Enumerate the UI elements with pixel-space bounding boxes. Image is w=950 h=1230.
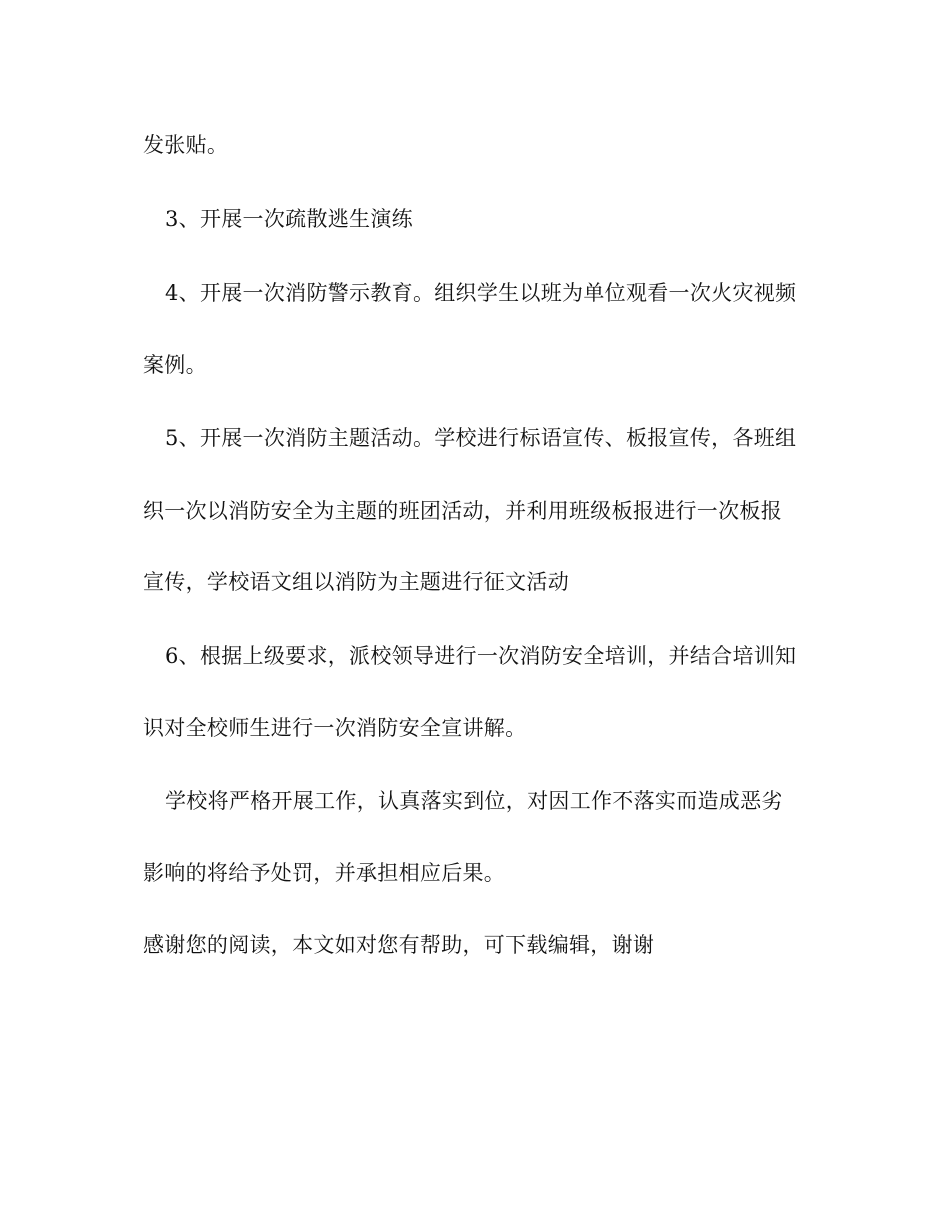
footer-note: 感谢您的阅读，本文如对您有帮助，可下载编辑，谢谢: [143, 933, 655, 957]
paragraph-line: 发张贴。: [143, 133, 229, 157]
list-item-6: 6、根据上级要求，派校领导进行一次消防安全培训，并结合培训知: [165, 644, 797, 668]
list-item-4: 4、开展一次消防警示教育。组织学生以班为单位观看一次火灾视频: [165, 281, 797, 305]
list-item-3: 3、开展一次疏散逃生演练: [165, 207, 413, 231]
list-item-5: 5、开展一次消防主题活动。学校进行标语宣传、板报宣传，各班组: [165, 426, 797, 450]
closing-paragraph: 学校将严格开展工作，认真落实到位，对因工作不落实而造成恶劣: [165, 789, 783, 813]
paragraph-line: 案例。: [143, 353, 207, 377]
paragraph-line: 宣传，学校语文组以消防为主题进行征文活动: [143, 570, 569, 594]
paragraph-line: 织一次以消防安全为主题的班团活动，并利用班级板报进行一次板报: [143, 499, 782, 523]
paragraph-line: 影响的将给予处罚，并承担相应后果。: [143, 861, 506, 885]
paragraph-line: 识对全校师生进行一次消防安全宣讲解。: [143, 716, 527, 740]
